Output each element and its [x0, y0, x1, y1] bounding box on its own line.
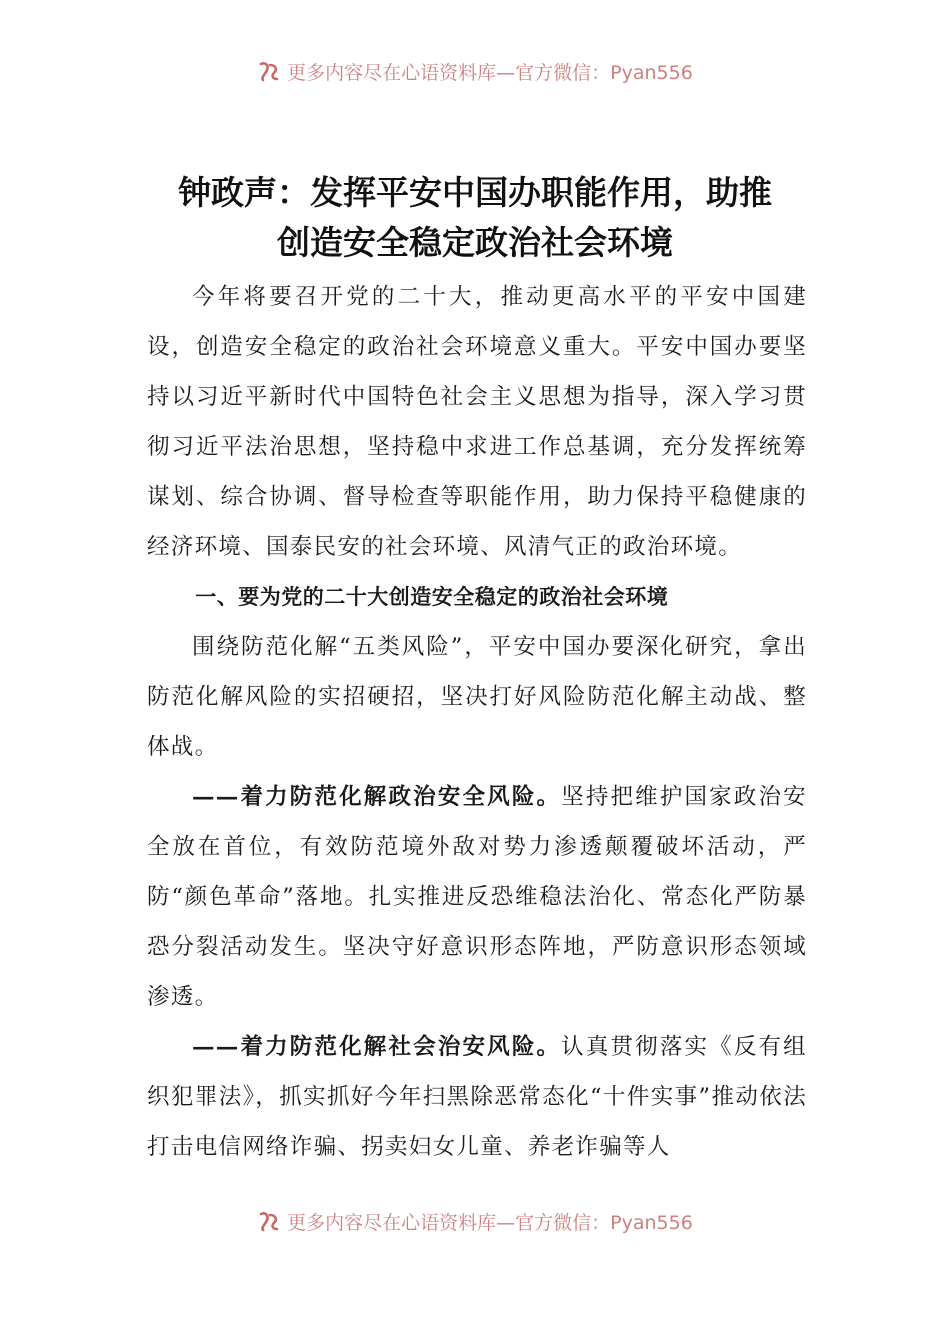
item-2-paragraph	[147, 1022, 807, 1172]
watermark-top	[0, 56, 950, 86]
title-line-1: 钟政声：发挥平安中国办职能作用，助推	[178, 173, 772, 212]
intro-paragraph: 今年将要召开党的二十大，推动更高水平的平安中国建设，创造安全稳定的政治社会环境意义重大。平安中国办要坚持以习近平新时代中国特色社会主义思想为指导，深入学习贯彻习近平法治思想，坚持稳中求进工作总基调，充分发挥统筹谋划、综合协调、督导检查等职能作用，助力保持平稳健康的经济环境、国泰民安的社会环境、风清气正的政治环境。	[147, 284, 807, 560]
logo-mark-icon	[257, 59, 281, 83]
document-title	[0, 168, 950, 268]
item-1-lead: ——着力防范化解政治安全风险。	[192, 784, 562, 810]
watermark-text: 更多内容尽在心语资料库—官方微信：Pyan556	[287, 61, 693, 84]
section-1-heading: 一、要为党的二十大创造安全稳定的政治社会环境	[195, 585, 669, 609]
logo-mark-icon	[257, 1209, 281, 1233]
section-1-paragraph: 围绕防范化解“五类风险”，平安中国办要深化研究，拿出防范化解风险的实招硬招，坚决打好风险防范化解主动战、整体战。	[147, 634, 807, 760]
watermark-text: 更多内容尽在心语资料库—官方微信：Pyan556	[287, 1211, 693, 1234]
item-1-paragraph	[147, 772, 807, 1022]
item-2-body: 认真贯彻落实《反有组织犯罪法》，抓实抓好今年扫黑除恶常态化“十件实事”推动依法打击电信网络诈骗、拐卖妇女儿童、养老诈骗等人	[147, 1034, 807, 1160]
title-line-2: 创造安全稳定政治社会环境	[277, 223, 673, 262]
item-1-body: 坚持把维护国家政治安全放在首位，有效防范境外敌对势力渗透颠覆破坏活动，严防“颜色革命”落地。扎实推进反恐维稳法治化、常态化严防暴恐分裂活动发生。坚决守好意识形态阵地，严防意识形态领域渗透。	[147, 784, 807, 1010]
item-2-lead: ——着力防范化解社会治安风险。	[192, 1034, 562, 1060]
document-body	[147, 272, 807, 1172]
watermark-bottom	[0, 1206, 950, 1236]
